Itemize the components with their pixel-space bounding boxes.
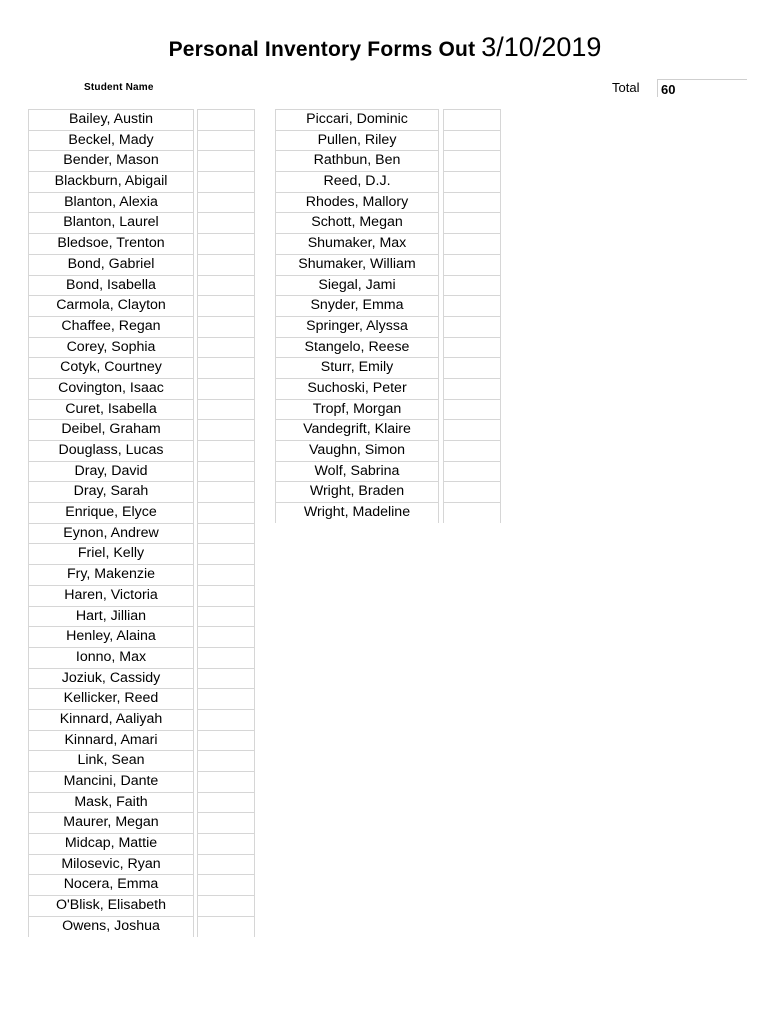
student-name-cell: Bond, Gabriel: [28, 254, 194, 275]
student-name-cell: Covington, Isaac: [28, 378, 194, 399]
form-check-cell[interactable]: [197, 668, 255, 689]
form-check-cell[interactable]: [443, 440, 501, 461]
student-row: [275, 316, 501, 337]
form-check-cell[interactable]: [197, 419, 255, 440]
form-check-cell[interactable]: [197, 523, 255, 544]
form-check-cell[interactable]: [197, 833, 255, 854]
student-row: [28, 688, 255, 709]
form-check-cell[interactable]: [197, 337, 255, 358]
student-row: [28, 792, 255, 813]
form-check-cell[interactable]: [197, 233, 255, 254]
student-name-cell: Eynon, Andrew: [28, 523, 194, 544]
student-name-cell: Kinnard, Amari: [28, 730, 194, 751]
title-date: 3/10/2019: [481, 32, 602, 62]
student-row: [28, 895, 255, 916]
student-name-cell: Blackburn, Abigail: [28, 171, 194, 192]
student-row: [275, 171, 501, 192]
student-name-cell: Blanton, Laurel: [28, 212, 194, 233]
form-check-cell[interactable]: [197, 130, 255, 151]
form-check-cell[interactable]: [443, 399, 501, 420]
student-name-cell: Dray, David: [28, 461, 194, 482]
student-name-cell: Beckel, Mady: [28, 130, 194, 151]
student-name-cell: Snyder, Emma: [275, 295, 439, 316]
student-name-cell: Dray, Sarah: [28, 481, 194, 502]
student-row: [28, 171, 255, 192]
student-row: [28, 647, 255, 668]
student-name-cell: Deibel, Graham: [28, 419, 194, 440]
form-check-cell[interactable]: [197, 378, 255, 399]
student-row: [275, 440, 501, 461]
student-name-cell: Nocera, Emma: [28, 874, 194, 895]
student-row: [28, 750, 255, 771]
student-row: [275, 150, 501, 171]
student-name-cell: Wright, Madeline: [275, 502, 439, 523]
student-name-cell: Stangelo, Reese: [275, 337, 439, 358]
student-name-cell: Bender, Mason: [28, 150, 194, 171]
form-check-cell[interactable]: [443, 254, 501, 275]
form-check-cell[interactable]: [197, 481, 255, 502]
form-check-cell[interactable]: [197, 792, 255, 813]
student-row: [28, 854, 255, 875]
student-row: [28, 109, 255, 130]
student-row: [275, 378, 501, 399]
form-check-cell[interactable]: [197, 150, 255, 171]
student-name-cell: Tropf, Morgan: [275, 399, 439, 420]
form-check-cell[interactable]: [197, 750, 255, 771]
student-name-cell: Maurer, Megan: [28, 812, 194, 833]
student-row: [275, 295, 501, 316]
student-name-cell: Sturr, Emily: [275, 357, 439, 378]
form-check-cell[interactable]: [197, 564, 255, 585]
form-check-cell[interactable]: [197, 709, 255, 730]
form-check-cell[interactable]: [197, 502, 255, 523]
student-row: [28, 150, 255, 171]
student-name-cell: Shumaker, Max: [275, 233, 439, 254]
student-name-cell: Rhodes, Mallory: [275, 192, 439, 213]
student-name-cell: Friel, Kelly: [28, 543, 194, 564]
student-row: [275, 109, 501, 130]
form-check-cell[interactable]: [443, 461, 501, 482]
form-check-cell[interactable]: [197, 585, 255, 606]
page-title: [0, 32, 770, 63]
form-check-cell[interactable]: [443, 419, 501, 440]
student-name-cell: Midcap, Mattie: [28, 833, 194, 854]
student-row: [275, 399, 501, 420]
student-row: [28, 212, 255, 233]
student-name-cell: Hart, Jillian: [28, 606, 194, 627]
form-check-cell[interactable]: [443, 275, 501, 296]
form-check-cell[interactable]: [197, 626, 255, 647]
form-check-cell[interactable]: [197, 316, 255, 337]
student-row: [28, 419, 255, 440]
student-row: [28, 192, 255, 213]
student-name-cell: Ionno, Max: [28, 647, 194, 668]
student-row: [28, 461, 255, 482]
form-check-cell[interactable]: [197, 812, 255, 833]
total-value-cell[interactable]: 60: [657, 79, 747, 97]
form-check-cell[interactable]: [197, 543, 255, 564]
student-row: [28, 337, 255, 358]
student-row: [28, 626, 255, 647]
student-name-column-header: Student Name: [84, 82, 154, 93]
student-name-cell: Bledsoe, Trenton: [28, 233, 194, 254]
student-row: [28, 399, 255, 420]
student-name-cell: Link, Sean: [28, 750, 194, 771]
form-check-cell[interactable]: [197, 440, 255, 461]
student-row: [275, 337, 501, 358]
form-check-cell[interactable]: [197, 461, 255, 482]
form-check-cell[interactable]: [443, 378, 501, 399]
student-row: [28, 874, 255, 895]
student-name-cell: Pullen, Riley: [275, 130, 439, 151]
student-name-cell: Cotyk, Courtney: [28, 357, 194, 378]
form-check-cell[interactable]: [443, 295, 501, 316]
form-check-cell[interactable]: [197, 895, 255, 916]
form-check-cell[interactable]: [197, 606, 255, 627]
student-row: [28, 606, 255, 627]
form-check-cell[interactable]: [443, 337, 501, 358]
student-name-cell: Corey, Sophia: [28, 337, 194, 358]
student-name-cell: Springer, Alyssa: [275, 316, 439, 337]
student-list-left: [28, 109, 255, 937]
student-name-cell: Mask, Faith: [28, 792, 194, 813]
student-name-cell: Milosevic, Ryan: [28, 854, 194, 875]
form-check-cell[interactable]: [197, 171, 255, 192]
form-check-cell[interactable]: [197, 647, 255, 668]
student-name-cell: Joziuk, Cassidy: [28, 668, 194, 689]
form-check-cell[interactable]: [443, 130, 501, 151]
student-name-cell: Henley, Alaina: [28, 626, 194, 647]
form-check-cell[interactable]: [197, 254, 255, 275]
student-name-cell: Curet, Isabella: [28, 399, 194, 420]
student-row: [28, 254, 255, 275]
student-name-cell: Mancini, Dante: [28, 771, 194, 792]
student-row: [275, 481, 501, 502]
student-row: [28, 543, 255, 564]
student-row: [275, 192, 501, 213]
student-name-cell: Rathbun, Ben: [275, 150, 439, 171]
form-check-cell[interactable]: [443, 109, 501, 130]
form-check-cell[interactable]: [443, 212, 501, 233]
student-list-right: [275, 109, 501, 523]
student-row: [28, 668, 255, 689]
student-name-cell: Vaughn, Simon: [275, 440, 439, 461]
form-check-cell[interactable]: [197, 874, 255, 895]
student-name-cell: Schott, Megan: [275, 212, 439, 233]
student-row: [28, 771, 255, 792]
student-row: [28, 481, 255, 502]
form-check-cell[interactable]: [197, 688, 255, 709]
student-row: [275, 130, 501, 151]
form-check-cell[interactable]: [197, 399, 255, 420]
student-row: [28, 564, 255, 585]
form-check-cell[interactable]: [197, 212, 255, 233]
form-check-cell[interactable]: [443, 171, 501, 192]
student-name-cell: Fry, Makenzie: [28, 564, 194, 585]
student-row: [275, 275, 501, 296]
student-row: [275, 233, 501, 254]
student-name-cell: Wolf, Sabrina: [275, 461, 439, 482]
student-name-cell: Shumaker, William: [275, 254, 439, 275]
student-row: [28, 833, 255, 854]
student-name-cell: Suchoski, Peter: [275, 378, 439, 399]
student-name-cell: Wright, Braden: [275, 481, 439, 502]
student-name-cell: O'Blisk, Elisabeth: [28, 895, 194, 916]
student-name-cell: Piccari, Dominic: [275, 109, 439, 130]
form-check-cell[interactable]: [197, 771, 255, 792]
student-name-cell: Kellicker, Reed: [28, 688, 194, 709]
student-name-cell: Carmola, Clayton: [28, 295, 194, 316]
form-check-cell[interactable]: [197, 295, 255, 316]
title-text: Personal Inventory Forms Out: [168, 38, 476, 61]
student-name-cell: Douglass, Lucas: [28, 440, 194, 461]
form-check-cell[interactable]: [443, 357, 501, 378]
student-row: [28, 440, 255, 461]
student-name-cell: Reed, D.J.: [275, 171, 439, 192]
student-row: [28, 233, 255, 254]
form-check-cell[interactable]: [197, 275, 255, 296]
student-row: [28, 523, 255, 544]
total-label: Total: [612, 80, 640, 95]
student-name-cell: Siegal, Jami: [275, 275, 439, 296]
student-row: [28, 502, 255, 523]
form-check-cell[interactable]: [443, 316, 501, 337]
student-row: [28, 812, 255, 833]
student-name-cell: Enrique, Elyce: [28, 502, 194, 523]
student-name-cell: Kinnard, Aaliyah: [28, 709, 194, 730]
student-name-cell: Bailey, Austin: [28, 109, 194, 130]
student-name-cell: Blanton, Alexia: [28, 192, 194, 213]
form-check-cell[interactable]: [197, 916, 255, 937]
student-name-cell: Bond, Isabella: [28, 275, 194, 296]
student-row: [275, 419, 501, 440]
student-row: [275, 461, 501, 482]
student-row: [275, 212, 501, 233]
student-name-cell: Owens, Joshua: [28, 916, 194, 937]
student-row: [28, 316, 255, 337]
form-check-cell[interactable]: [197, 854, 255, 875]
student-row: [28, 585, 255, 606]
student-row: [28, 357, 255, 378]
student-name-cell: Haren, Victoria: [28, 585, 194, 606]
form-check-cell[interactable]: [443, 481, 501, 502]
student-row: [28, 295, 255, 316]
student-name-cell: Chaffee, Regan: [28, 316, 194, 337]
student-row: [275, 502, 501, 523]
student-row: [28, 730, 255, 751]
form-check-cell[interactable]: [197, 730, 255, 751]
student-row: [28, 275, 255, 296]
student-row: [275, 357, 501, 378]
form-check-cell[interactable]: [197, 357, 255, 378]
student-row: [28, 709, 255, 730]
form-check-cell[interactable]: [443, 233, 501, 254]
student-row: [28, 130, 255, 151]
form-check-cell[interactable]: [443, 150, 501, 171]
student-row: [28, 378, 255, 399]
form-check-cell[interactable]: [443, 192, 501, 213]
form-check-cell[interactable]: [197, 109, 255, 130]
form-check-cell[interactable]: [197, 192, 255, 213]
student-name-cell: Vandegrift, Klaire: [275, 419, 439, 440]
student-row: [28, 916, 255, 937]
form-check-cell[interactable]: [443, 502, 501, 523]
student-row: [275, 254, 501, 275]
